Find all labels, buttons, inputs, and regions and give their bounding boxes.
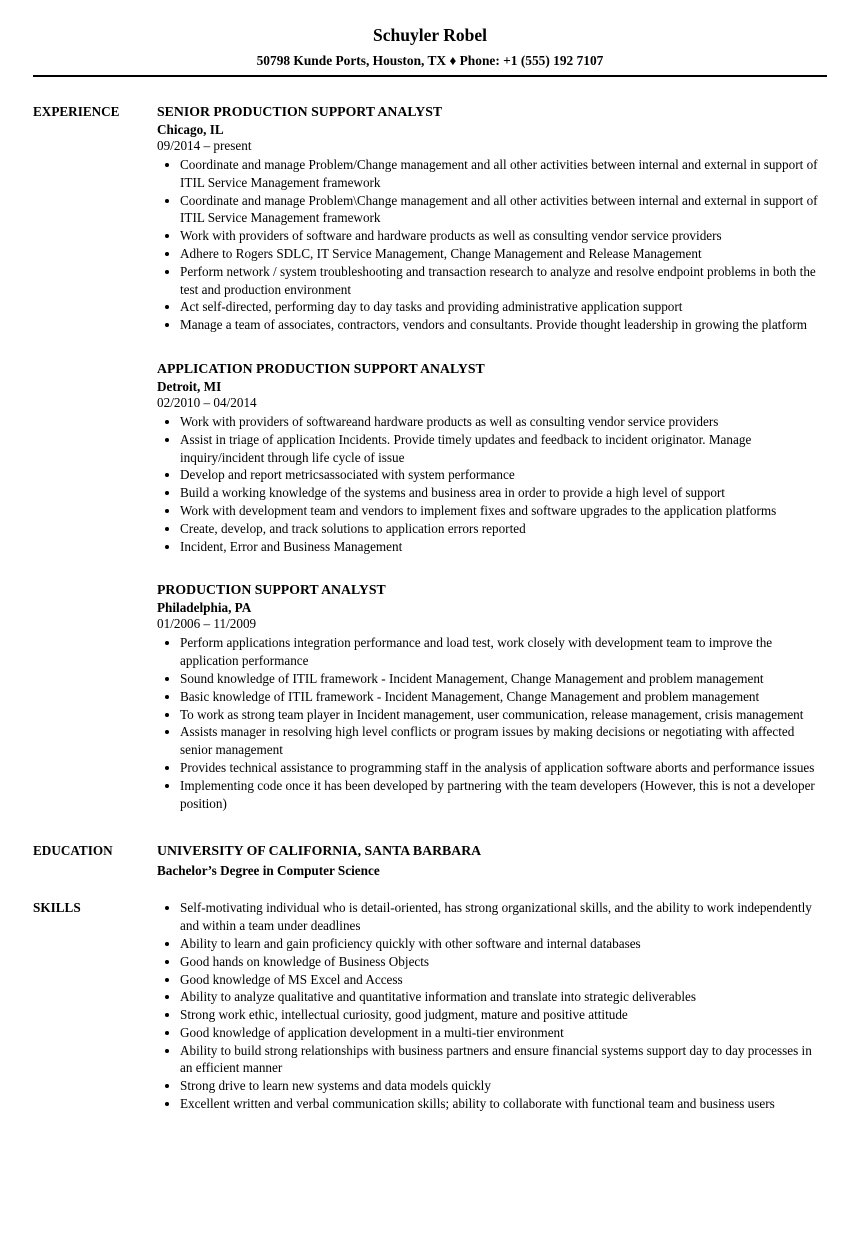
section-label-education: EDUCATION <box>33 843 113 859</box>
bullet-item: • Develop and report metricsassociated with system performance <box>180 466 827 484</box>
degree-name: Bachelor’s Degree in Computer Science <box>157 863 380 879</box>
section-label-experience: EXPERIENCE <box>33 104 120 119</box>
bullet-item: • Strong drive to learn new systems and data models quickly <box>180 1077 827 1095</box>
job-entry-production-support-analyst <box>157 581 827 812</box>
bullet-item: • Manage a team of associates, contractors, vendors and consultants. Provide thought leadership in growing the platform <box>180 316 827 334</box>
job-location: Philadelphia, PA <box>157 600 252 616</box>
bullet-item: • Assists manager in resolving high level conflicts or program issues by making decisions or negotiating with affected senior management <box>180 723 827 759</box>
bullet-item: • Ability to analyze qualitative and quantitative information and translate into strategic deliverables <box>180 988 827 1006</box>
bullet-item: • To work as strong team player in Incident management, user communication, release management, crisis management <box>180 706 827 724</box>
bullet-item: • Good knowledge of MS Excel and Access <box>180 971 827 989</box>
bullet-item: • Coordinate and manage Problem/Change management and all other activities between internal and external in support of ITIL Service Management framework <box>180 156 827 192</box>
resume-header <box>33 0 827 77</box>
job-location: Detroit, MI <box>157 378 222 394</box>
school-name: UNIVERSITY OF CALIFORNIA, SANTA BARBARA <box>157 843 482 859</box>
job-location: Chicago, IL <box>157 122 224 137</box>
job-entry-application-production-support-analyst <box>157 360 827 555</box>
bullet-item: • Sound knowledge of ITIL framework - Incident Management, Change Management and problem management <box>180 670 827 688</box>
bullet-item: • Basic knowledge of ITIL framework - Incident Management, Change Management and problem management <box>180 688 827 706</box>
bullet-item: • Self-motivating individual who is detail-oriented, has strong organizational skills, and the ability to work independently and within a team under deadlines <box>180 899 827 935</box>
bullet-item: • Work with providers of software and hardware products as well as consulting vendor service providers <box>180 227 827 245</box>
job-bullet-list <box>157 156 827 334</box>
bullet-item: • Implementing code once it has been developed by partnering with the team developers (However, this is not a developer position) <box>180 777 827 813</box>
person-name: Schuyler Robel <box>373 25 487 45</box>
education-content <box>157 842 827 879</box>
education-section <box>33 842 827 879</box>
bullet-item: • Strong work ethic, intellectual curiosity, good judgment, mature and positive attitude <box>180 1006 827 1024</box>
experience-section <box>33 103 827 812</box>
skills-bullet-list <box>157 899 827 1113</box>
bullet-item: • Coordinate and manage Problem\Change management and all other activities between internal and external in support of ITIL Service Management framework <box>180 192 827 228</box>
bullet-item: • Act self-directed, performing day to day tasks and providing administrative application support <box>180 298 827 316</box>
bullet-item: • Perform applications integration performance and load test, work closely with development team to improve the application performance <box>180 634 827 670</box>
job-dates: 09/2014 – present <box>157 138 252 153</box>
bullet-item: • Good knowledge of application development in a multi-tier environment <box>180 1024 827 1042</box>
bullet-item: • Create, develop, and track solutions to application errors reported <box>180 520 827 538</box>
bullet-item: • Provides technical assistance to programming staff in the analysis of application software aborts and performance issues <box>180 759 827 777</box>
header-divider <box>33 75 827 77</box>
job-bullet-list <box>157 634 827 812</box>
skills-content <box>157 899 827 1113</box>
job-title: APPLICATION PRODUCTION SUPPORT ANALYST <box>157 360 485 376</box>
bullet-item: • Incident, Error and Business Management <box>180 538 827 556</box>
bullet-item: • Excellent written and verbal communication skills; ability to collaborate with functional team and business users <box>180 1095 827 1113</box>
job-dates: 01/2006 – 11/2009 <box>157 616 257 632</box>
job-bullet-list <box>157 413 827 555</box>
bullet-item: • Build a working knowledge of the systems and business area in order to provide a high level of support <box>180 484 827 502</box>
bullet-item: • Ability to build strong relationships with business partners and ensure financial systems support day to day processes in an efficient manner <box>180 1042 827 1078</box>
contact-line: 50798 Kunde Ports, Houston, TX ♦ Phone: +1 (555) 192 7107 <box>256 53 604 68</box>
experience-content <box>157 103 827 812</box>
bullet-item: • Good hands on knowledge of Business Objects <box>180 953 827 971</box>
job-dates: 02/2010 – 04/2014 <box>157 394 257 410</box>
job-title: SENIOR PRODUCTION SUPPORT ANALYST <box>157 104 443 119</box>
bullet-item: • Adhere to Rogers SDLC, IT Service Management, Change Management and Release Management <box>180 245 827 263</box>
bullet-item: • Perform network / system troubleshooting and transaction research to analyze and resolve endpoint problems in both the test and production environment <box>180 263 827 299</box>
section-label-skills: SKILLS <box>33 900 81 916</box>
bullet-item: • Work with providers of softwareand hardware products as well as consulting vendor service providers <box>180 413 827 431</box>
bullet-item: • Assist in triage of application Incidents. Provide timely updates and feedback to incident originator. Manage inquiry/incident through life cycle of issue <box>180 431 827 467</box>
bullet-item: • Work with development team and vendors to implement fixes and software upgrades to the application platforms <box>180 502 827 520</box>
job-entry-senior-production-support-analyst <box>157 103 827 334</box>
job-title: PRODUCTION SUPPORT ANALYST <box>157 582 386 598</box>
skills-section <box>33 899 827 1113</box>
bullet-item: • Ability to learn and gain proficiency quickly with other software and internal databases <box>180 935 827 953</box>
